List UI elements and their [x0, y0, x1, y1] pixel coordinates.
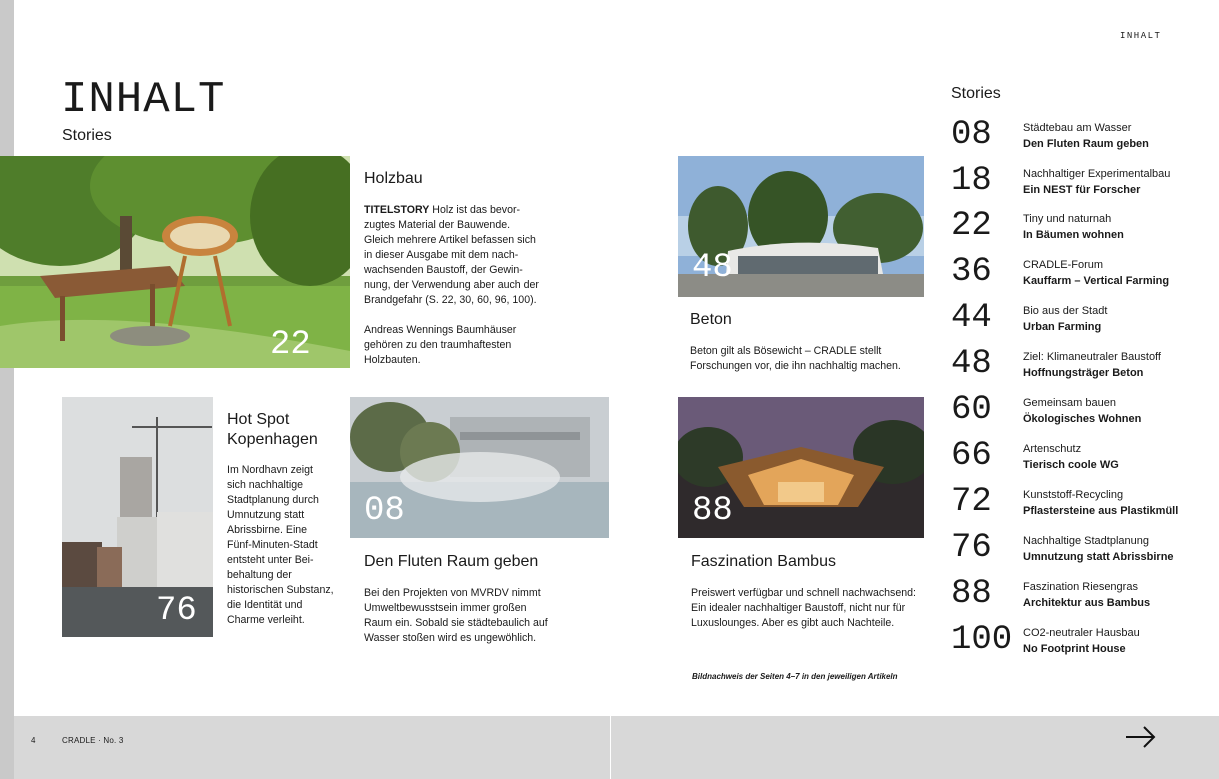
water-plaza-photo [350, 397, 609, 538]
toc-title: No Footprint House [1023, 643, 1126, 655]
toc-entry[interactable] [951, 623, 1211, 663]
kopenhagen-title: Hot Spot Kopenhagen [227, 411, 318, 448]
footer-magazine-name: CRADLE · No. 3 [62, 736, 124, 745]
toc-category: Gemeinsam bauen [1023, 397, 1116, 409]
toc-title: In Bäumen wohnen [1023, 229, 1124, 241]
toc-heading: Stories [951, 85, 1001, 102]
toc-title: Den Fluten Raum geben [1023, 138, 1149, 150]
toc-title: Hoffnungsträger Beton [1023, 367, 1144, 379]
toc-entry[interactable] [951, 255, 1211, 295]
toc-category: Tiny und naturnah [1023, 213, 1112, 225]
left-page-edge [0, 0, 14, 779]
toc-entry[interactable] [951, 347, 1211, 387]
toc-page-number: 08 [951, 116, 992, 154]
toc-entry[interactable] [951, 301, 1211, 341]
page-subtitle: Stories [62, 127, 112, 144]
beton-title: Beton [690, 311, 732, 328]
titelstory-label: TITELSTORY [364, 204, 430, 216]
page-title: INHALT [61, 75, 226, 125]
running-head: INHALT [1120, 31, 1162, 41]
toc-title: Kauffarm – Vertical Farming [1023, 275, 1170, 287]
toc-page-number: 88 [951, 575, 992, 613]
toc-category: Kunststoff-Recycling [1023, 489, 1124, 501]
toc-category: Nachhaltige Stadtplanung [1023, 535, 1149, 547]
toc-entry[interactable] [951, 531, 1211, 571]
toc-category: CO2-neutraler Hausbau [1023, 627, 1140, 639]
arrow-right-icon[interactable] [1124, 724, 1158, 750]
toc-category: Artenschutz [1023, 443, 1082, 455]
toc-page-number: 60 [951, 391, 992, 429]
fluten-title: Den Fluten Raum geben [364, 553, 539, 570]
toc-category: Ziel: Klimaneutraler Baustoff [1023, 351, 1161, 363]
copenhagen-silo-photo [62, 397, 213, 637]
bambus-title: Faszination Bambus [691, 553, 836, 570]
toc-entry[interactable] [951, 577, 1211, 617]
toc-page-number: 22 [951, 207, 992, 245]
toc-page-number: 100 [951, 621, 1013, 659]
beton-text: Beton gilt als Bösewicht – CRADLE stellt Forschungen vor, die ihn nachhaltig machen. [690, 345, 901, 372]
toc-title: Ökologisches Wohnen [1023, 413, 1142, 425]
footer-page-number: 4 [31, 736, 36, 745]
toc-entry[interactable] [951, 209, 1211, 249]
toc-page-number: 76 [951, 529, 992, 567]
toc-title: Pflastersteine aus Plastikmüll [1023, 505, 1179, 517]
toc-entry[interactable] [951, 485, 1211, 525]
toc-category: CRADLE-Forum [1023, 259, 1104, 271]
toc-page-number: 72 [951, 483, 992, 521]
toc-category: Städtebau am Wasser [1023, 122, 1132, 134]
toc-category: Bio aus der Stadt [1023, 305, 1108, 317]
page-divider [610, 716, 611, 779]
holzbau-page-number: 22 [270, 326, 311, 364]
toc-entry[interactable] [951, 439, 1211, 479]
fluten-text: Bei den Projekten von MVRDV nimmt Umweltbewusstsein immer großen Raum ein. Sobald sie städtebaulich auf Wasser stoßen wird es ungewöhlich. [364, 587, 548, 644]
kopenhagen-page-number: 76 [156, 592, 197, 630]
treehouse-photo [0, 156, 350, 368]
toc-page-number: 48 [951, 345, 992, 383]
bamboo-pavilion-photo [678, 397, 924, 538]
photo-credit: Bildnachweis der Seiten 4–7 in den jeweiligen Artikeln [692, 672, 898, 681]
bambus-page-number: 88 [692, 492, 733, 530]
toc-title: Urban Farming [1023, 321, 1102, 333]
fluten-page-number: 08 [364, 492, 405, 530]
bambus-text: Preiswert verfügbar und schnell nachwachsend: Ein idealer nachhaltiger Baustoff, nicht nur für Luxuslounges. Aber es gibt auch Nachteile. [691, 587, 916, 629]
holzbau-text: TITELSTORY Holz ist das bevor- zugtes Material der Bauwende. Gleich mehrere Artikel befassen sich in dieser Ausgabe mit dem nach- wachsenden Baustoff, der Gewin- nung, der Verwendung aber auch der Brandgefahr (S. 22, 30, 60, 96, 100). Andreas Wennings Baumhäuser gehören zu den traumhaftesten Holzbauten. [364, 204, 539, 366]
footer-bar [14, 716, 1219, 779]
kopenhagen-text: Im Nordhavn zeigt sich nachhaltige Stadtplanung durch Umnutzung statt Abrissbirne. Eine Fünf-Minuten-Stadt entsteht unter Bei- behaltung der historischen Substanz, die Identität und Charme verleiht. [227, 464, 334, 626]
concrete-pavilion-photo [678, 156, 924, 297]
toc-title: Umnutzung statt Abrissbirne [1023, 551, 1174, 563]
toc-page-number: 44 [951, 299, 992, 337]
magazine-page [14, 0, 1219, 716]
toc-entry[interactable] [951, 164, 1211, 204]
toc-page-number: 66 [951, 437, 992, 475]
toc-title: Architektur aus Bambus [1023, 597, 1151, 609]
toc-entry[interactable] [951, 118, 1211, 158]
toc-category: Faszination Riesengras [1023, 581, 1138, 593]
toc-title: Ein NEST für Forscher [1023, 184, 1141, 196]
beton-page-number: 48 [692, 249, 733, 287]
toc-page-number: 36 [951, 253, 992, 291]
toc-entry[interactable] [951, 393, 1211, 433]
toc-category: Nachhaltiger Experimentalbau [1023, 168, 1171, 180]
holzbau-title: Holzbau [364, 170, 423, 187]
toc-title: Tierisch coole WG [1023, 459, 1119, 471]
toc-page-number: 18 [951, 162, 992, 200]
